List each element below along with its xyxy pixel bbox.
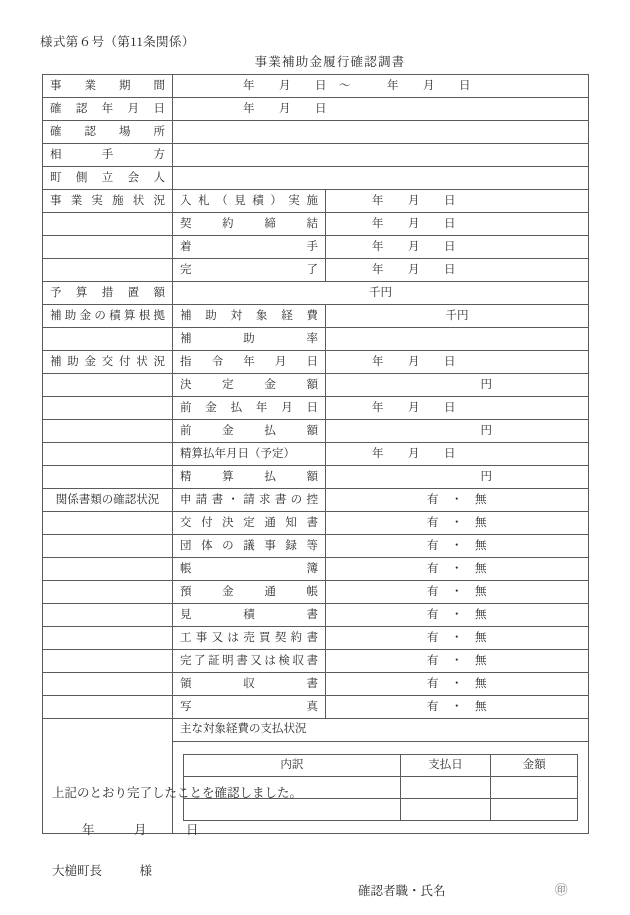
group-label-shiharai-joukyou <box>43 719 173 834</box>
table-row <box>43 259 589 282</box>
table-row <box>43 650 589 673</box>
sub-label-shashin: 写真 <box>173 696 326 719</box>
sub-label-maekinbarai-nengappi: 前金払年月日 <box>173 397 326 420</box>
sub-label-mitsumorisho: 見積書 <box>173 604 326 627</box>
row-value-yosan-sochi-gaku[interactable]: 千円 <box>173 282 589 305</box>
choice-aru-nashi[interactable]: 有 ・ 無 <box>326 650 589 673</box>
column-header-kingaku: 金額 <box>491 754 578 776</box>
row-label-kakunin-basho: 確認場所 <box>43 121 173 144</box>
group-label-jigyou-jisshi-joukyou: 事業実施状況 <box>43 190 173 213</box>
sub-label-hojo-ritsu: 補助率 <box>173 328 326 351</box>
cell-shiharaibi[interactable] <box>400 798 491 820</box>
sub-label-ryoushuusho: 領収書 <box>173 673 326 696</box>
sub-label-dantai-gijiroku: 団体の議事録等 <box>173 535 326 558</box>
row-value-aitegata[interactable] <box>173 144 589 167</box>
sub-value-kettei-kingaku[interactable]: 円 <box>326 374 589 397</box>
table-row <box>43 213 589 236</box>
row-value-kakunin-basho[interactable] <box>173 121 589 144</box>
group-label-spacer <box>43 558 173 581</box>
sub-value-maekinbarai-gaku[interactable]: 円 <box>326 420 589 443</box>
cell-kingaku[interactable] <box>491 798 578 820</box>
sub-value-maekinbarai-nengappi[interactable]: 年 月 日 <box>326 397 589 420</box>
sub-label-nyusatsu: 入札（見積）実施 <box>173 190 326 213</box>
confirmation-table <box>42 74 589 834</box>
table-row <box>43 351 589 374</box>
group-label-kankei-shorui: 関係書類の確認状況 <box>43 489 173 512</box>
group-label-spacer <box>43 581 173 604</box>
cell-kingaku[interactable] <box>491 776 578 798</box>
group-label-spacer <box>43 466 173 489</box>
seal-icon: ㊞ <box>555 883 568 897</box>
group-label-spacer <box>43 604 173 627</box>
sub-value-seisanbarai-gaku[interactable]: 円 <box>326 466 589 489</box>
sub-label-kanryou-shoumeisho: 完了証明書又は検収書 <box>173 650 326 673</box>
row-label-jigyou-kikan: 事業期間 <box>43 75 173 98</box>
cell-shiharaibi[interactable] <box>400 776 491 798</box>
sub-label-keiyaku-teiketsu: 契約締結 <box>173 213 326 236</box>
choice-aru-nashi[interactable]: 有 ・ 無 <box>326 604 589 627</box>
sub-value-hojo-ritsu[interactable] <box>326 328 589 351</box>
table-row <box>43 604 589 627</box>
table-row <box>43 121 589 144</box>
sub-label-kettei-kingaku: 決定金額 <box>173 374 326 397</box>
choice-aru-nashi[interactable]: 有 ・ 無 <box>326 558 589 581</box>
group-label-spacer <box>43 673 173 696</box>
signature-date[interactable]: 年 月 日 <box>82 823 200 837</box>
table-row <box>43 144 589 167</box>
choice-aru-nashi[interactable]: 有 ・ 無 <box>326 627 589 650</box>
choice-aru-nashi[interactable]: 有 ・ 無 <box>326 535 589 558</box>
sub-value-keiyaku-teiketsu[interactable]: 年 月 日 <box>326 213 589 236</box>
choice-aru-nashi[interactable]: 有 ・ 無 <box>326 696 589 719</box>
table-row <box>43 98 589 121</box>
table-row <box>43 489 589 512</box>
table-row <box>43 443 589 466</box>
payment-status-cell <box>173 719 589 834</box>
table-row <box>43 167 589 190</box>
addressee-mayor: 大槌町長 様 <box>52 864 153 878</box>
group-label-kofu-joukyou: 補助金交付状況 <box>43 351 173 374</box>
table-row <box>43 236 589 259</box>
group-label-spacer <box>43 397 173 420</box>
choice-aru-nashi[interactable]: 有 ・ 無 <box>326 512 589 535</box>
cell-uchiwake[interactable] <box>184 798 401 820</box>
table-row <box>43 581 589 604</box>
table-row <box>43 466 589 489</box>
sub-label-kouji-baibai-keiyakusho: 工事又は売買契約書 <box>173 627 326 650</box>
group-label-spacer <box>43 650 173 673</box>
sub-label-kofu-kettei-tsuchisho: 交付決定通知書 <box>173 512 326 535</box>
table-row <box>43 305 589 328</box>
sub-value-hojo-taishou-keihi[interactable]: 千円 <box>326 305 589 328</box>
group-label-sekisan-konkyo: 補助金の積算根拠 <box>43 305 173 328</box>
group-label-spacer <box>43 374 173 397</box>
table-header-row <box>184 754 578 776</box>
table-row <box>43 75 589 98</box>
row-label-kakunin-nengappi: 確認年月日 <box>43 98 173 121</box>
table-row <box>43 627 589 650</box>
sub-value-shirei-nengappi[interactable]: 年 月 日 <box>326 351 589 374</box>
row-value-kakunin-nengappi[interactable]: 年 月 日 <box>173 98 589 121</box>
group-label-spacer <box>43 213 173 236</box>
sub-label-maekinbarai-gaku: 前金払額 <box>173 420 326 443</box>
sub-label-seisanbarai-gaku: 精算払額 <box>173 466 326 489</box>
group-label-spacer <box>43 259 173 282</box>
table-row <box>43 558 589 581</box>
table-row <box>43 282 589 305</box>
group-label-spacer <box>43 627 173 650</box>
payment-status-title: 主な対象経費の支払状況 <box>173 719 588 742</box>
form-number: 様式第６号（第11条関係） <box>40 35 195 49</box>
row-label-machigawa-tachiainin: 町側立会人 <box>43 167 173 190</box>
sub-label-shinseisho-seikyusho: 申請書・請求書の控 <box>173 489 326 512</box>
table-row <box>43 696 589 719</box>
sub-label-yokin-tsuuchou: 預金通帳 <box>173 581 326 604</box>
document-title: 事業補助金履行確認調書 <box>254 55 406 69</box>
table-row <box>43 397 589 420</box>
group-label-spacer <box>43 443 173 466</box>
table-row <box>43 512 589 535</box>
group-label-spacer <box>43 420 173 443</box>
table-row <box>43 374 589 397</box>
row-label-yosan-sochi-gaku: 予算措置額 <box>43 282 173 305</box>
choice-aru-nashi[interactable]: 有 ・ 無 <box>326 489 589 512</box>
table-row <box>43 673 589 696</box>
table-row <box>43 420 589 443</box>
table-row <box>43 328 589 351</box>
table-row <box>43 719 589 834</box>
sub-label-kanryou: 完了 <box>173 259 326 282</box>
sub-value-seisanbarai-nengappi[interactable]: 年 月 日 <box>326 443 589 466</box>
sub-value-nyusatsu[interactable]: 年 月 日 <box>326 190 589 213</box>
sub-value-kanryou[interactable]: 年 月 日 <box>326 259 589 282</box>
choice-aru-nashi[interactable]: 有 ・ 無 <box>326 673 589 696</box>
table-row <box>43 190 589 213</box>
table-row <box>184 798 578 820</box>
column-header-uchiwake: 内訳 <box>184 754 401 776</box>
group-label-spacer <box>43 696 173 719</box>
group-label-spacer <box>43 512 173 535</box>
group-label-spacer <box>43 328 173 351</box>
group-label-spacer <box>43 535 173 558</box>
sub-value-chakushu[interactable]: 年 月 日 <box>326 236 589 259</box>
row-value-jigyou-kikan[interactable]: 年 月 日 ～ 年 月 日 <box>173 75 589 98</box>
choice-aru-nashi[interactable]: 有 ・ 無 <box>326 581 589 604</box>
column-header-shiharaibi: 支払日 <box>400 754 491 776</box>
sub-label-seisanbarai-nengappi: 精算払年月日（予定） <box>173 443 326 466</box>
table-row <box>43 535 589 558</box>
group-label-spacer <box>43 236 173 259</box>
row-value-machigawa-tachiainin[interactable] <box>173 167 589 190</box>
confirmer-name-label[interactable]: 確認者職・氏名 <box>358 884 446 898</box>
sub-label-choubo: 帳簿 <box>173 558 326 581</box>
completion-statement: 上記のとおり完了したことを確認しました。 <box>52 786 303 800</box>
sub-label-shirei-nengappi: 指令年月日 <box>173 351 326 374</box>
sub-label-hojo-taishou-keihi: 補助対象経費 <box>173 305 326 328</box>
row-label-aitegata: 相手方 <box>43 144 173 167</box>
sub-label-chakushu: 着手 <box>173 236 326 259</box>
